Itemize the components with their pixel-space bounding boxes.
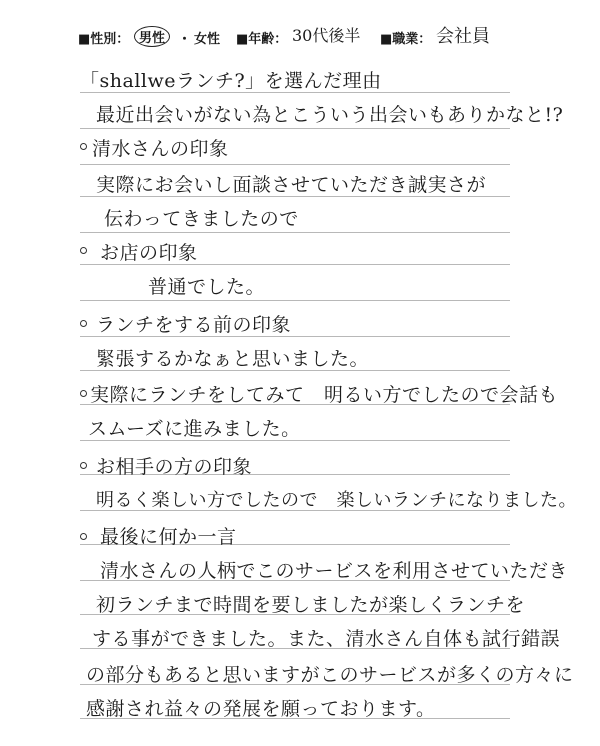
final-comment-text-5: 感謝され益々の発展を願っております。 — [86, 698, 436, 720]
before-lunch-heading: ランチをする前の印象 — [96, 314, 292, 336]
coordinator-heading: 清水さんの印象 — [92, 138, 229, 160]
after-lunch-text-1: 実際にランチをしてみて 明るい方でしたので会話も — [90, 384, 559, 406]
final-comment-heading: 最後に何か一言 — [100, 526, 237, 548]
gender-label: ■性別： — [78, 32, 130, 47]
after-lunch-text-2: スムーズに進みました。 — [88, 418, 301, 440]
bullet-icon — [80, 533, 87, 540]
age-value: 30代後半 — [292, 26, 361, 45]
coordinator-text-1: 実際にお会いし面談させていただき誠実さが — [96, 174, 487, 196]
bullet-icon — [80, 390, 87, 397]
age-label: ■年齢： — [236, 32, 288, 47]
rule-line — [80, 128, 510, 129]
rule-line — [80, 164, 510, 165]
bullet-icon — [80, 247, 87, 254]
gender-male-circled: 男性 — [134, 26, 170, 47]
coordinator-text-2: 伝わってきましたので — [104, 208, 299, 230]
partner-text: 明るく楽しい方でしたので 楽しいランチになりました。 — [96, 490, 577, 511]
bullet-icon — [80, 320, 87, 327]
restaurant-heading: お店の印象 — [100, 242, 198, 264]
gender-female: 女性 — [194, 32, 221, 47]
partner-heading: お相手の方の印象 — [96, 456, 253, 478]
restaurant-text: 普通でした。 — [148, 276, 266, 298]
gender-separator: ・ — [178, 32, 192, 47]
final-comment-text-4: の部分もあると思いますがこのサービスが多くの方々に — [86, 664, 574, 686]
final-comment-text-3: する事ができました。また、清水さん自体も試行錯誤 — [92, 628, 561, 650]
reason-heading: 「shallweランチ?」を選んだ理由 — [80, 70, 382, 92]
reason-text: 最近出会いがない為とこういう出会いもありかなと!? — [96, 104, 564, 126]
final-comment-text-1: 清水さんの人柄でこのサービスを利用させていただき — [100, 560, 569, 582]
bullet-icon — [80, 462, 87, 469]
bullet-icon — [80, 143, 87, 150]
before-lunch-text: 緊張するかなぁと思いました。 — [96, 348, 370, 370]
rule-line — [80, 300, 510, 301]
job-label: ■職業： — [380, 32, 432, 47]
final-comment-text-2: 初ランチまで時間を要しましたが楽しくランチを — [96, 594, 526, 616]
job-value: 会社員 — [436, 26, 490, 47]
rule-line — [80, 232, 510, 233]
